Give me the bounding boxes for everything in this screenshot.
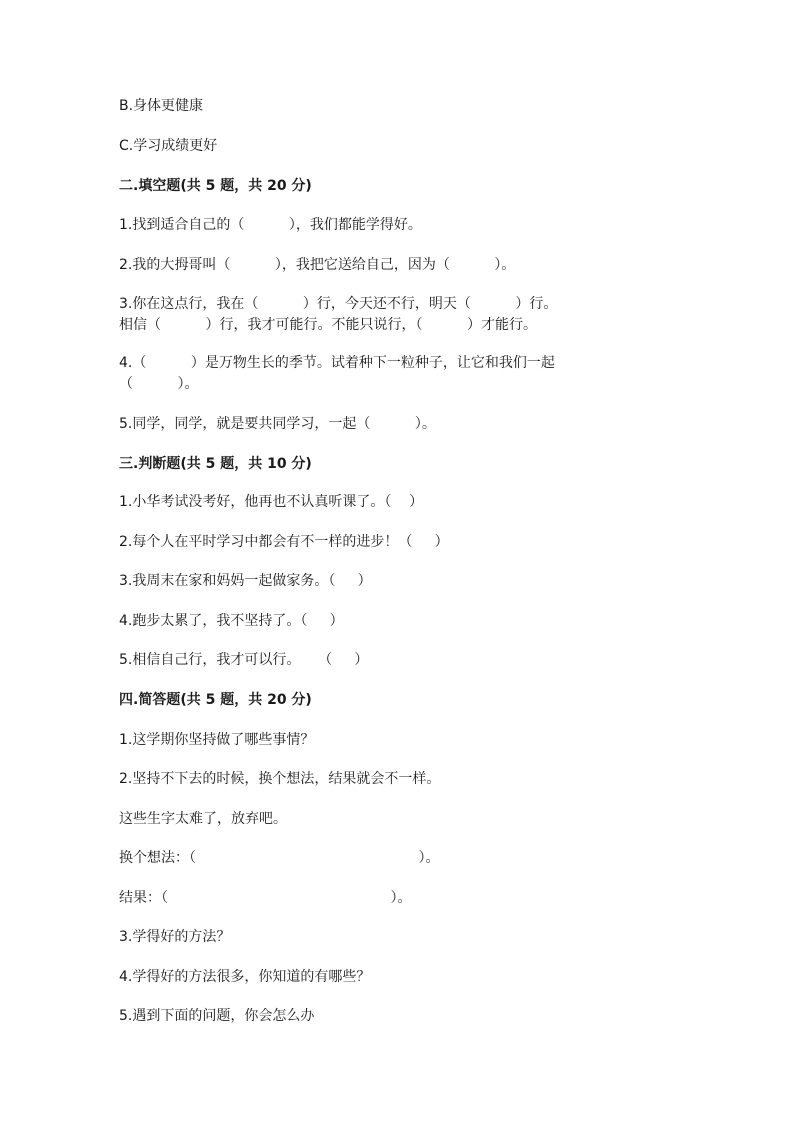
- short-answer-result: 结果：（ ）。: [119, 890, 412, 906]
- short-answer-rethink: 换个想法：（ ）。: [119, 850, 440, 866]
- short-answer-question-4: 4.学得好的方法很多，你知道的有哪些？: [119, 969, 371, 985]
- option-b: B.身体更健康: [119, 98, 204, 114]
- short-answer-question-2: 2.坚持不下去的时候，换个想法，结果就会不一样。: [119, 771, 441, 787]
- fill-blank-question-4: 4.（ ）是万物生长的季节。试着种下一粒种子，让它和我们一起: [119, 355, 555, 371]
- section-heading-short-answer: 四.简答题(共 5 题，共 20 分): [119, 692, 312, 708]
- short-answer-prompt: 这些生字太难了，放弃吧。: [119, 811, 287, 827]
- short-answer-question-3: 3.学得好的方法？: [119, 929, 231, 945]
- fill-blank-question-4-cont: （ ）。: [119, 376, 199, 392]
- true-false-question-1: 1.小华考试没考好，他再也不认真听课了。（ ）: [119, 494, 424, 510]
- true-false-question-4: 4.跑步太累了，我不坚持了。（ ）: [119, 613, 344, 629]
- fill-blank-question-2: 2.我的大拇哥叫（ ），我把它送给自己，因为（ ）。: [119, 257, 516, 273]
- section-heading-fill-blank: 二.填空题(共 5 题，共 20 分): [119, 178, 312, 194]
- fill-blank-question-3-cont: 相信（ ）行，我才可能行。不能只说行，（ ）才能行。: [119, 317, 538, 333]
- section-heading-true-false: 三.判断题(共 5 题，共 10 分): [119, 456, 312, 472]
- fill-blank-question-3: 3.你在这点行，我在（ ）行，今天还不行，明天（ ）行。: [119, 296, 558, 312]
- short-answer-question-1: 1.这学期你坚持做了哪些事情？: [119, 732, 315, 748]
- short-answer-question-5: 5.遇到下面的问题，你会怎么办: [119, 1008, 315, 1024]
- true-false-question-2: 2.每个人在平时学习中都会有不一样的进步！（ ）: [119, 534, 449, 550]
- option-c: C.学习成绩更好: [119, 138, 218, 154]
- fill-blank-question-5: 5.同学，同学，就是要共同学习，一起（ ）。: [119, 416, 436, 432]
- fill-blank-question-1: 1.找到适合自己的（ ），我们都能学得好。: [119, 217, 422, 233]
- true-false-question-5: 5.相信自己行，我才可以行。 （ ）: [119, 652, 369, 668]
- true-false-question-3: 3.我周末在家和妈妈一起做家务。（ ）: [119, 573, 372, 589]
